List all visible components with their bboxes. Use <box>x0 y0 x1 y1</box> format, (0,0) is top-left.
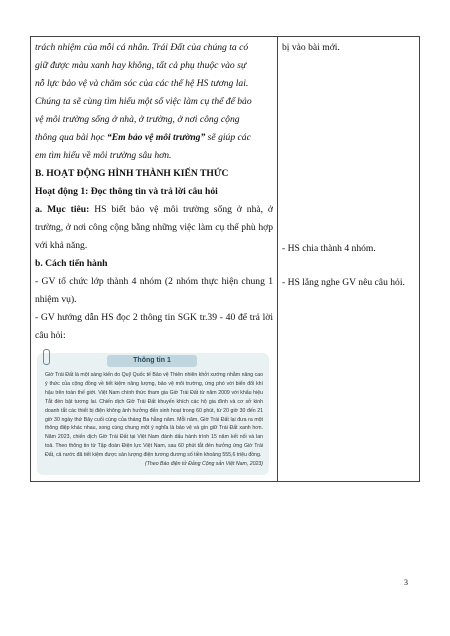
teacher-activity-cell <box>31 37 278 482</box>
table-row <box>31 37 420 482</box>
intro-line-6-start: thông qua bài học <box>35 132 105 143</box>
activity-1-heading: Hoạt động 1: Đọc thông tin và trả lời câu hỏi <box>35 186 218 197</box>
paperclip-icon <box>43 349 50 365</box>
page-number: 3 <box>404 578 408 587</box>
lesson-plan-table <box>30 36 420 482</box>
intro-line-4: Chúng ta sẽ cùng tìm hiểu một số việc làm cụ thể để bảo <box>35 96 252 107</box>
info-card-title: Thông tin 1 <box>107 355 197 367</box>
right-spacer <box>282 57 415 240</box>
info-card-body: Giờ Trái Đất là một sáng kiến do Quỹ Quốc tế Bảo vệ Thiên nhiên khởi xướng nhằm nâng cao ý thức của cộng đồng về tiết kiệm năng lượng, bảo vệ môi trường, ứng phó với biến đổi khí hậu trên toàn thế giới. Việt Nam chính thức tham gia Giờ Trái Đất từ năm 2009 với khẩu hiệu Tắt đèn bật tương lai. Chiến dịch Giờ Trái Đất khuyến khích các hộ gia đình và cơ sở kinh doanh tắt các thiết bị điện không ảnh hưởng đến sinh hoạt trong 60 phút, từ 20 giờ 30 đến 21 giờ 30 ngày thứ Bảy cuối cùng của tháng Ba hằng năm. Mỗi năm, Giờ Trái Đất lại đưa ra một thông điệp khác nhau, song cùng chung một ý nghĩa là bảo vệ và gìn giữ Trái Đất xanh hơn. Năm 2023, chiến dịch Giờ Trái Đất tại Việt Nam đánh dấu hành trình 15 năm kết nối và lan toả. Theo thông tin từ Tập đoàn Điện lực Việt Nam, sau 60 phút tắt đèn hưởng ứng Giờ Trái Đất, cả nước đã tiết kiệm được sản lượng điện tương đương số tiền khoảng 555,6 triệu đồng. <box>45 372 263 459</box>
objective-text: HS biết bảo vệ môi trường sống ở nhà, ở trường, ở nơi công cộng bằng những việc làm cụ thể phù hợp với khả năng. <box>35 204 273 251</box>
intro-line-7: em tìm hiểu về môi trường sâu hơn. <box>35 150 172 161</box>
hs-listen-text: - HS lắng nghe GV nêu câu hỏi. <box>282 277 405 288</box>
procedure-heading: b. Cách tiến hành <box>35 258 108 269</box>
student-activity-cell <box>278 37 420 482</box>
section-b-heading: B. HOẠT ĐỘNG HÌNH THÀNH KIẾN THỨC <box>35 168 229 179</box>
info-card-source: (Theo Báo điện tử Đảng Cộng sản Việt Nam, 2023) <box>145 461 263 468</box>
objective-paragraph <box>35 201 273 255</box>
step-2: - GV hướng dẫn HS đọc 2 thông tin SGK tr.39 - 40 để trả lời câu hỏi: <box>35 312 273 341</box>
intro-line-6 <box>35 129 273 147</box>
right-spacer-2 <box>282 258 415 274</box>
intro-line-6-tail: sẽ giúp các <box>205 132 251 143</box>
hs-groups-text: - HS chia thành 4 nhóm. <box>282 243 376 254</box>
right-top-text: bị vào bài mới. <box>282 42 340 53</box>
intro-line-3: nỗ lực bảo vệ và chăm sóc của các thế hệ HS tương lai. <box>35 78 249 89</box>
lesson-title: “Em bảo vệ môi trường” <box>106 132 206 143</box>
intro-line-1: trách nhiệm của mỗi cá nhân. Trái Đất của chúng ta có <box>35 42 249 53</box>
intro-line-2: giữ được màu xanh hay không, tất cả phụ thuộc vào sự <box>35 60 247 71</box>
info-card-image <box>37 353 269 475</box>
step-1: - GV tổ chức lớp thành 4 nhóm (2 nhóm thực hiện chung 1 nhiệm vụ). <box>35 276 273 305</box>
intro-line-5: vệ môi trường sống ở nhà, ở trường, ở nơi công cộng <box>35 114 240 125</box>
objective-label: a. Mục tiêu: <box>35 204 90 215</box>
